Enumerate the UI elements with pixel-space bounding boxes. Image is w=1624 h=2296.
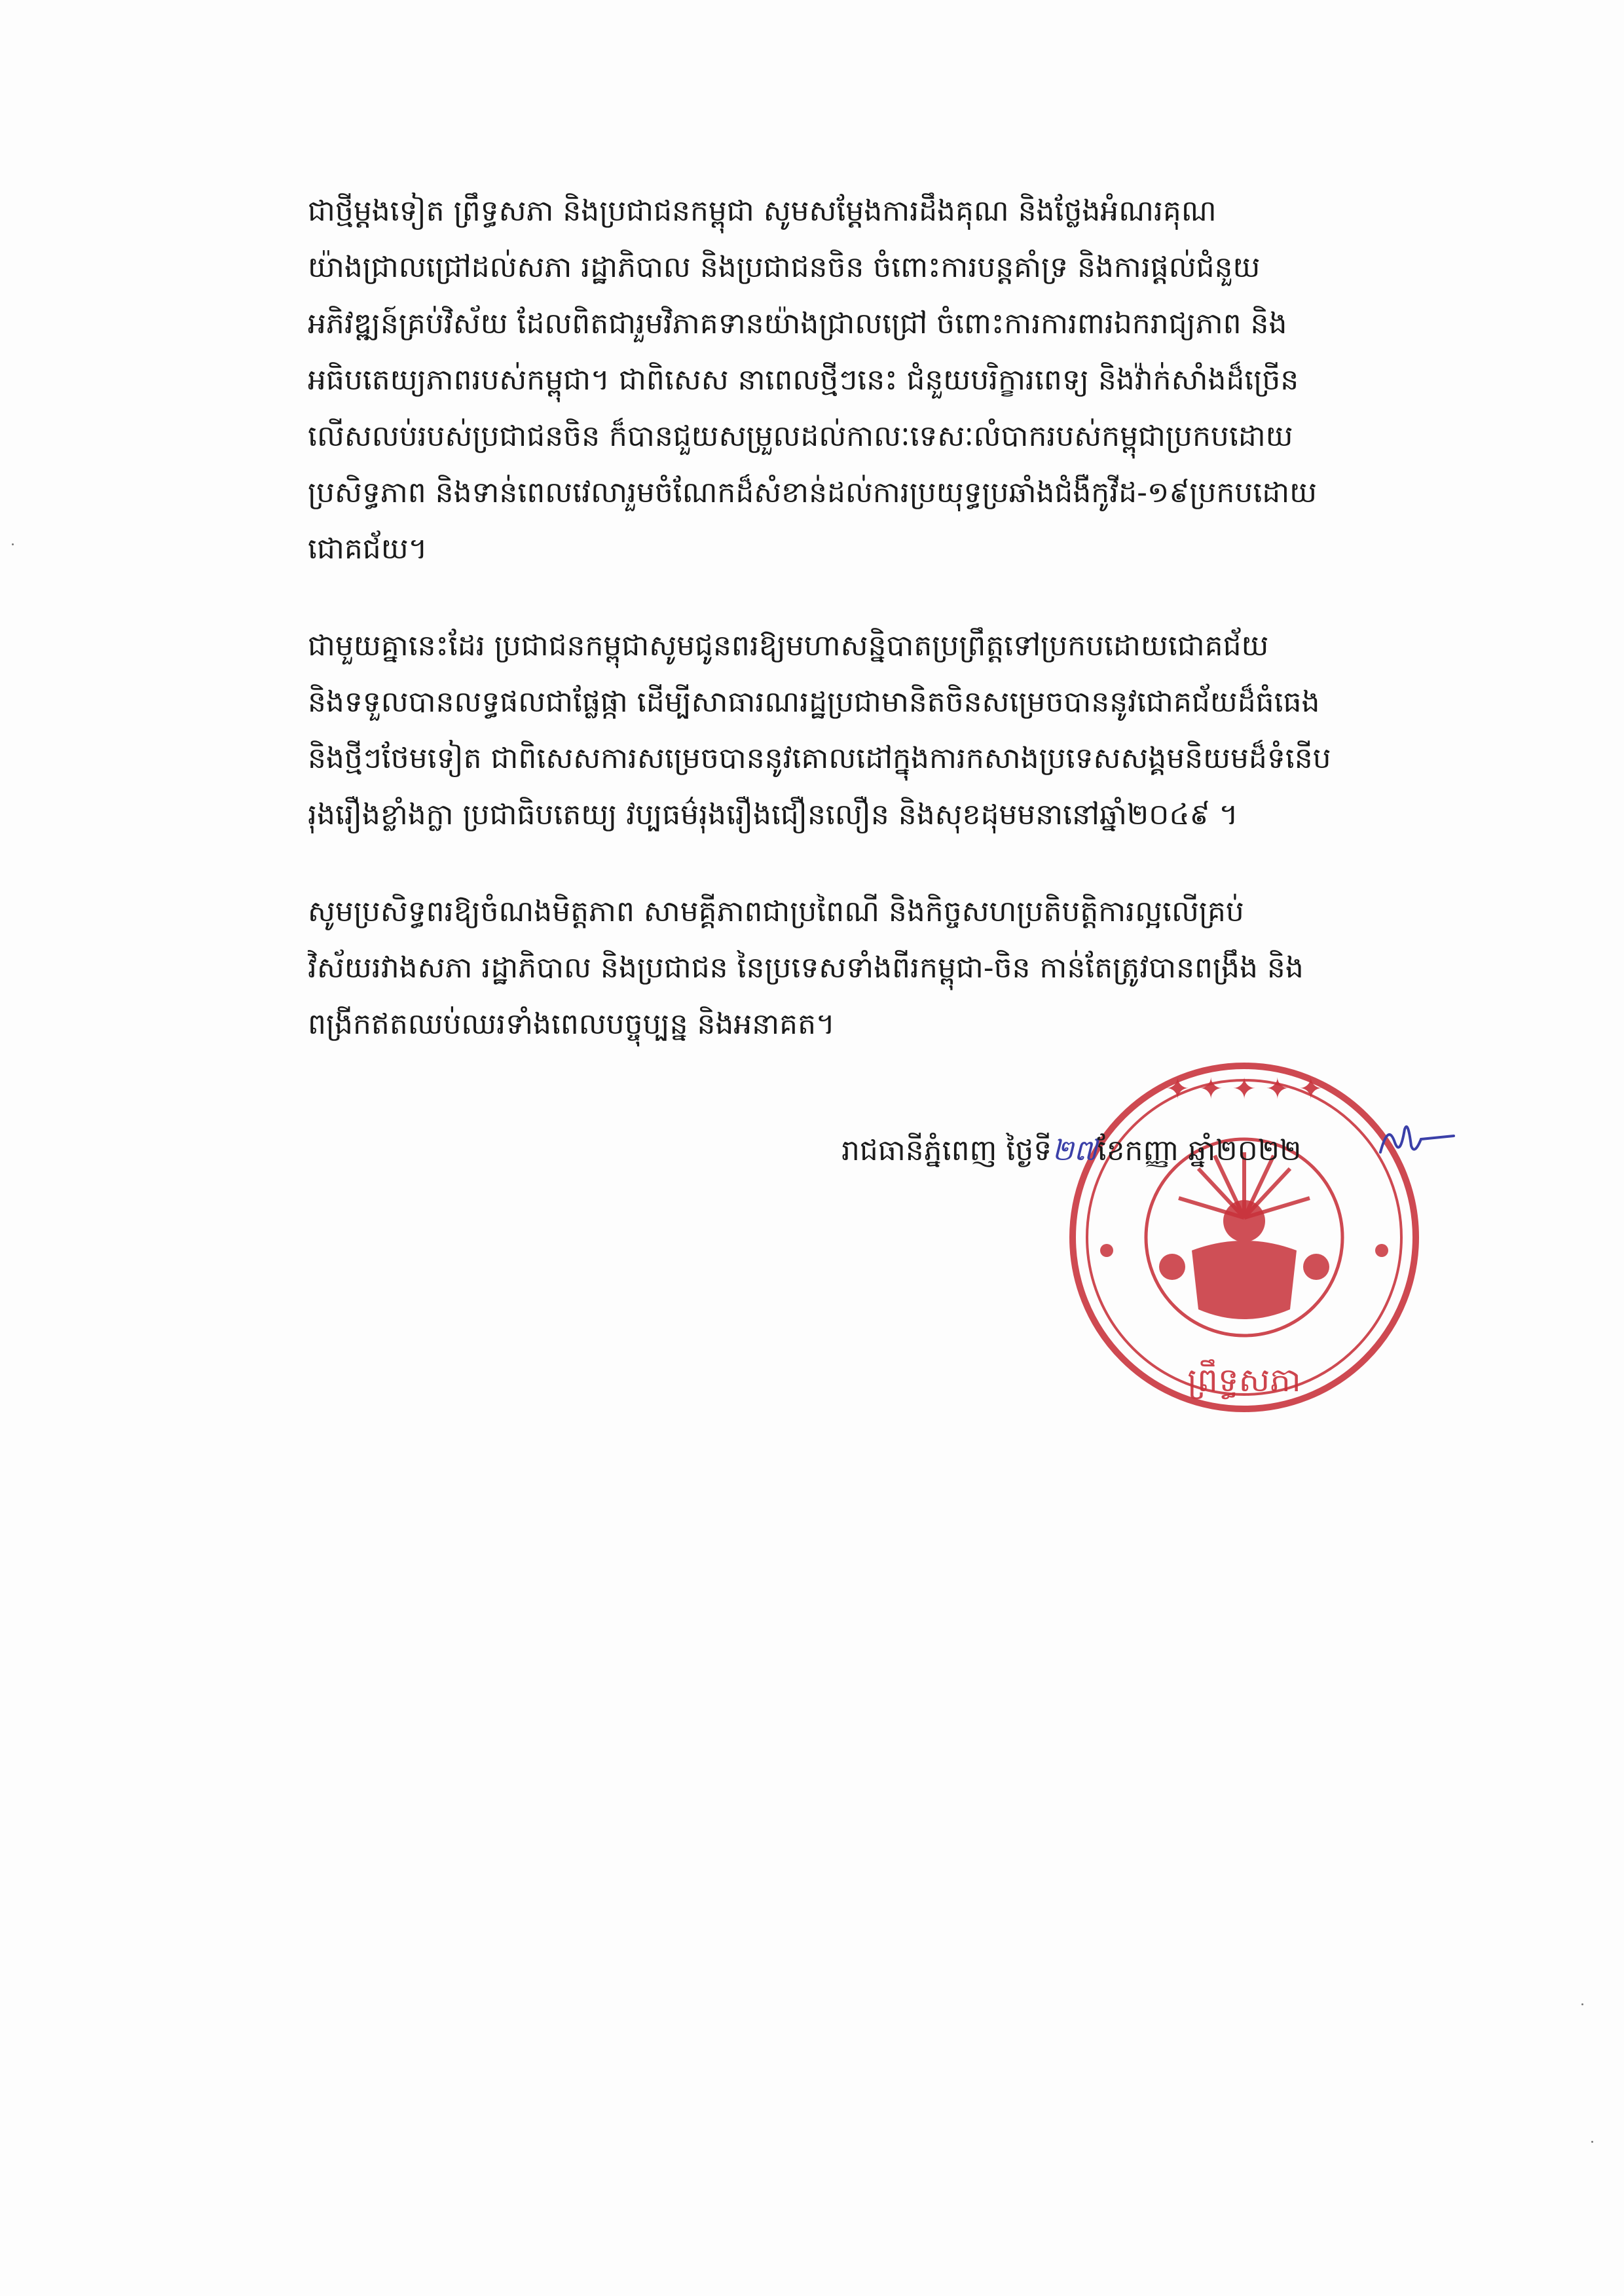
text-line: រុងរឿងខ្លាំងក្លា ប្រជាធិបតេយ្យ វប្បធម៌រុងរឿងជឿនលឿន និងសុខដុមមនានៅឆ្នាំ២០៤៩ ។ (308, 798, 1238, 831)
text-line: និងថ្មីៗថែមទៀត ជាពិសេសការសម្រេចបាននូវគោលដៅក្នុងការកសាងប្រទេសសង្គមនិយមដ៏ទំនើប (308, 742, 1331, 775)
text-line: ជាថ្មីម្តងទៀត ព្រឹទ្ធសភា និងប្រជាជនកម្ពុជា សូមសម្តែងការដឹងគុណ និងថ្លែងអំណរគុណ (308, 194, 1217, 228)
date-prefix: រាជធានីភ្នំពេញ ថ្ងៃទី (841, 1134, 1052, 1167)
scan-speck (1591, 2141, 1593, 2143)
seal-text: ✦ ✦ ✦ ✦ ✦ (1165, 1072, 1323, 1106)
text-line: យ៉ាងជ្រាលជ្រៅដល់សភា រដ្ឋាភិបាល និងប្រជាជនចិន ចំពោះការបន្តគាំទ្រ និងការផ្តល់ជំនួយ (308, 251, 1261, 284)
seal-text-bottom: ព្រឹទ្ធសភា (1187, 1361, 1301, 1399)
text-line: ជាមួយគ្នានេះដែរ ប្រជាជនកម្ពុជាសូមជូនពរឱ្យមហាសន្និបាតប្រព្រឹត្តទៅប្រកបដោយជោគជ័យ (308, 629, 1269, 663)
text-line: លើសលប់របស់ប្រជាជនចិន ក៏បានជួយសម្រួលដល់កាលៈទេសៈលំបាករបស់កម្ពុជាប្រកបដោយ (308, 420, 1293, 453)
senate-seal-stamp (1061, 1054, 1428, 1421)
scan-speck (1581, 2003, 1583, 2005)
handwritten-day: ២៧ (1052, 1134, 1098, 1167)
signature-scribble (1375, 1116, 1460, 1162)
paragraph-gratitude (308, 183, 1388, 577)
text-line: សូមប្រសិទ្ធពរឱ្យចំណងមិត្តភាព សាមគ្គីភាពជាប្រពៃណី និងកិច្ចសហប្រតិបត្តិការល្អលើគ្រប់ (308, 895, 1244, 928)
text-line: អធិបតេយ្យភាពរបស់កម្ពុជា។ ជាពិសេស នាពេលថ្មីៗនេះ ជំនួយបរិក្ខារពេទ្យ និងវ៉ាក់សាំងដ៏ច្រើន (308, 363, 1299, 397)
text-line: ប្រសិទ្ធភាព និងទាន់ពេលវេលារួមចំណែកដ៏សំខាន់ដល់ការប្រយុទ្ធប្រឆាំងជំងឺកូវីដ-១៩ប្រកបដោយ (308, 476, 1318, 509)
scan-speck (12, 543, 14, 545)
text-line: និងទទួលបានលទ្ធផលជាផ្លែផ្កា ដើម្បីសាធារណរដ្ឋប្រជាមានិតចិនសម្រេចបាននូវជោគជ័យដ៏ធំធេង (308, 685, 1320, 719)
paragraph-wishes (308, 618, 1388, 843)
text-line: អភិវឌ្ឍន៍គ្រប់វិស័យ ដែលពិតជារួមវិភាគទានយ៉ាងជ្រាលជ្រៅ ចំពោះការការពារឯករាជ្យភាព និង (308, 307, 1287, 340)
paragraph-friendship (308, 884, 1388, 1053)
text-line: ពង្រីកឥតឈប់ឈរទាំងពេលបច្ចុប្បន្ន និងអនាគត។ (308, 1008, 836, 1041)
date-suffix: ខែកញ្ញា ឆ្នាំ២០២២ (1097, 1134, 1302, 1167)
date-line (841, 1133, 1301, 1175)
letter-body (308, 183, 1388, 1093)
text-line: ជោគជ័យ។ (308, 532, 428, 566)
text-line: វិស័យរវាងសភា រដ្ឋាភិបាល និងប្រជាជន នៃប្រទេសទាំងពីរកម្ពុជា-ចិន កាន់តែត្រូវបានពង្រឹង និង (308, 951, 1304, 985)
